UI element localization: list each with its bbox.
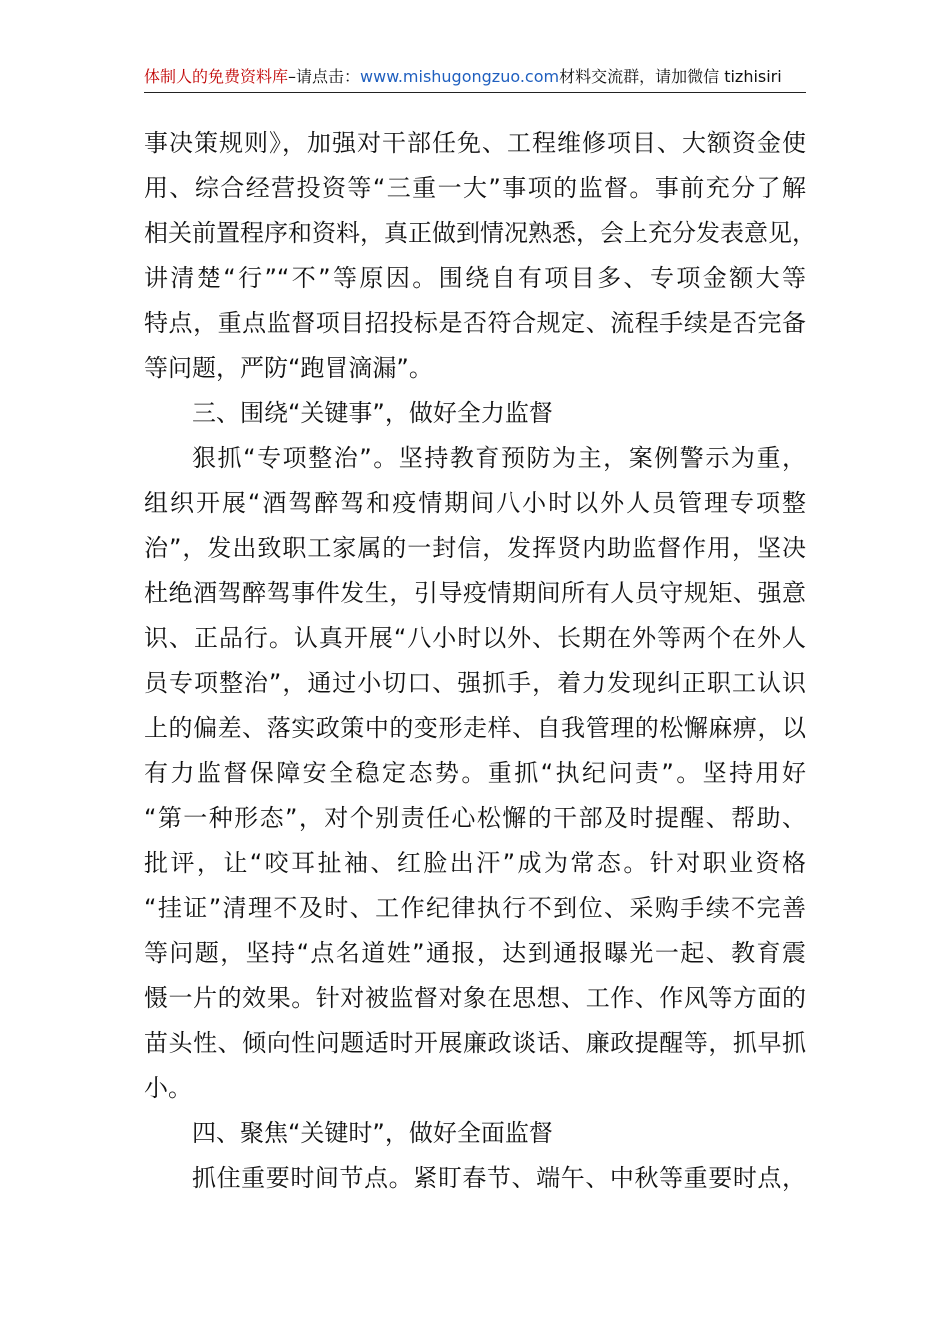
text-line: 治”，发出致职工家属的一封信，发挥贤内助监督作用，坚决 [144, 534, 806, 562]
text-line: 识、正品行。认真开展“八小时以外、长期在外等两个在外人 [144, 624, 806, 652]
text-line: 讲清楚“行”“不”等原因。围绕自有项目多、专项金额大等 [144, 264, 806, 292]
text-line: 特点，重点监督项目招投标是否符合规定、流程手续是否完备 [144, 309, 806, 337]
text-line: 相关前置程序和资料，真正做到情况熟悉，会上充分发表意见， [144, 219, 816, 247]
text-line: 员专项整治”，通过小切口、强抓手，着力发现纠正职工认识 [144, 669, 806, 697]
document-body [144, 121, 816, 1201]
section-heading: 三、围绕“关键事”，做好全力监督 [192, 399, 553, 427]
text-line: 抓住重要时间节点。紧盯春节、端午、中秋等重要时点， [192, 1164, 806, 1192]
page-header [144, 66, 806, 88]
text-line: 用、综合经营投资等“三重一大”事项的监督。事前充分了解 [144, 174, 806, 202]
text-line: 小。 [144, 1074, 192, 1102]
text-line: 有力监督保障安全稳定态势。重抓“执纪问责”。坚持用好 [144, 759, 806, 787]
text-line: 等问题，严防“跑冒滴漏”。 [144, 354, 433, 382]
header-brand: 体制人的免费资料库 [144, 67, 289, 86]
section-heading: 四、聚焦“关键时”，做好全面监督 [192, 1119, 553, 1147]
text-line: 等问题，坚持“点名道姓”通报，达到通报曝光一起、教育震 [144, 939, 806, 967]
text-line: 慑一片的效果。针对被监督对象在思想、工作、作风等方面的 [144, 984, 806, 1012]
text-line: “挂证”清理不及时、工作纪律执行不到位、采购手续不完善 [144, 894, 806, 922]
text-line: 批评，让“咬耳扯袖、红脸出汗”成为常态。针对职业资格 [144, 849, 806, 877]
text-line: 事决策规则》，加强对干部任免、工程维修项目、大额资金使 [144, 129, 806, 157]
header-prefix: –请点击： [288, 67, 361, 86]
header-suffix: 材料交流群，请加微信 tizhisiri [559, 67, 782, 86]
text-line: “第一种形态”，对个别责任心松懈的干部及时提醒、帮助、 [144, 804, 806, 832]
text-line: 苗头性、倾向性问题适时开展廉政谈话、廉政提醒等，抓早抓 [144, 1029, 806, 1057]
header-url-link[interactable]: www.mishugongzuo.com [360, 67, 560, 86]
text-line: 上的偏差、落实政策中的变形走样、自我管理的松懈麻痹，以 [144, 714, 806, 742]
text-line: 狠抓“专项整治”。坚持教育预防为主，案例警示为重， [192, 444, 806, 472]
text-line: 杜绝酒驾醉驾事件发生，引导疫情期间所有人员守规矩、强意 [144, 579, 806, 607]
text-line: 组织开展“酒驾醉驾和疫情期间八小时以外人员管理专项整 [144, 489, 806, 517]
header-divider [144, 92, 806, 93]
